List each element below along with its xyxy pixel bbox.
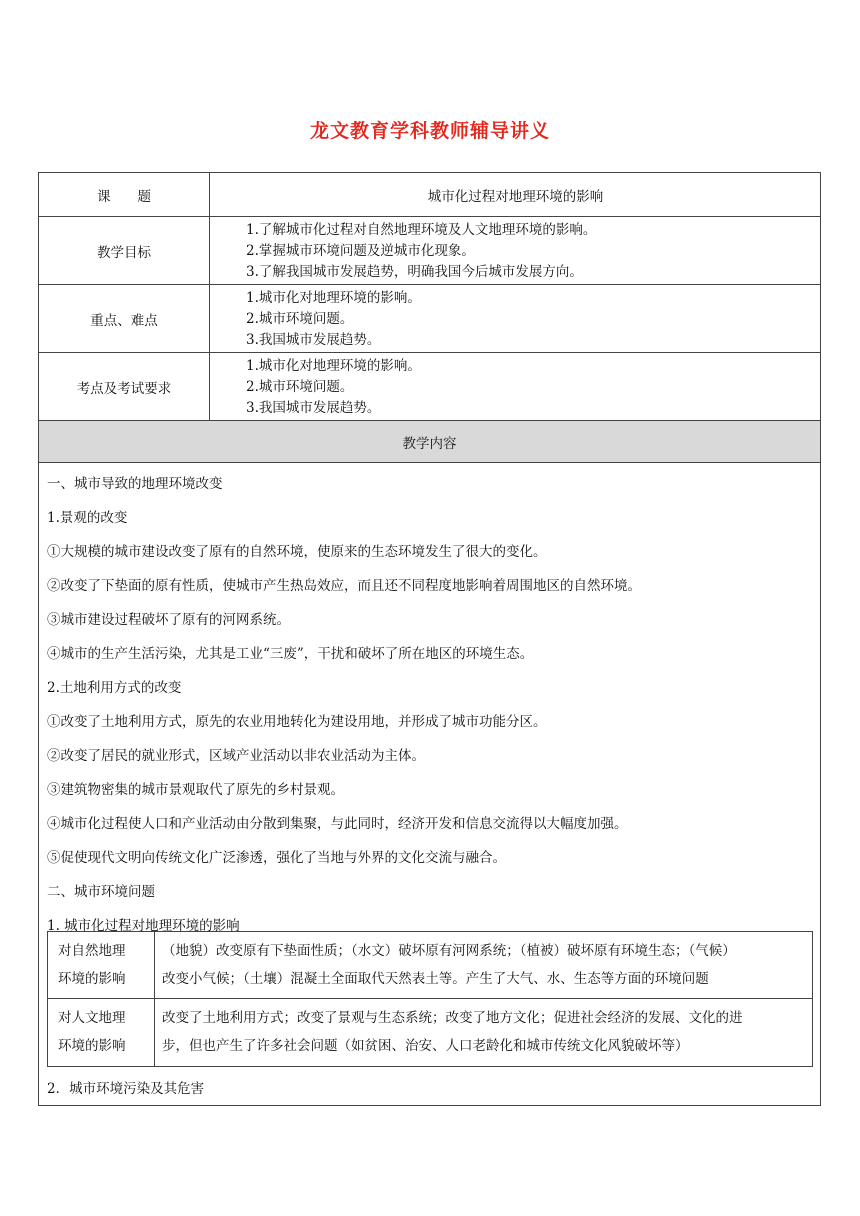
topic-label: 课 题 (39, 173, 210, 216)
paragraph: ①改变了土地利用方式，原先的农业用地转化为建设用地，并形成了城市功能分区。 (47, 714, 547, 730)
objective-item: 3.了解我国城市发展趋势，明确我国今后城市发展方向。 (246, 264, 583, 280)
row-key-points (39, 285, 820, 353)
paragraph: ⑤促使现代文明向传统文化广泛渗透，强化了当地与外界的文化交流与融合。 (47, 850, 506, 866)
objective-item: 2.掌握城市环境问题及逆城市化现象。 (246, 243, 475, 259)
paragraph: ②改变了下垫面的原有性质，使城市产生热岛效应，而且还不同程度地影响着周围地区的自然环境。 (47, 578, 641, 594)
section-band: 教学内容 (39, 421, 820, 463)
key-points-label: 重点、难点 (39, 285, 210, 352)
paragraph: ④城市的生产生活污染，尤其是工业“三废”，干扰和破坏了所在地区的环境生态。 (47, 646, 534, 662)
impact-label-line: 对人文地理 (58, 1010, 126, 1026)
impact-label (48, 999, 155, 1066)
impact-label-line: 环境的影响 (58, 1038, 126, 1054)
impact-text (162, 932, 808, 993)
paragraph: ②改变了居民的就业形式，区域产业活动以非农业活动为主体。 (47, 748, 425, 764)
row-exam-points (39, 353, 820, 421)
objectives-label: 教学目标 (39, 217, 210, 284)
subsection-heading: 2．城市环境污染及其危害 (47, 1081, 205, 1097)
objectives-list (211, 217, 820, 284)
exam-point-item: 3.我国城市发展趋势。 (246, 400, 381, 416)
exam-points-label: 考点及考试要求 (39, 353, 210, 420)
key-point-item: 3.我国城市发展趋势。 (246, 332, 381, 348)
impact-row-human (48, 999, 812, 1066)
impact-text-line: 改变小气候；（土壤）混凝土全面取代天然表土等。产生了大气、水、生态等方面的环境问题 (162, 971, 709, 987)
section-heading: 二、城市环境问题 (47, 884, 155, 900)
subsection-heading: 1. 城市化过程对地理环境的影响 (47, 918, 240, 934)
exam-point-item: 1.城市化对地理环境的影响。 (246, 358, 421, 374)
impact-text-line: 步，但也产生了许多社会问题（如贫困、治安、人口老龄化和城市传统文化风貌破坏等） (162, 1038, 689, 1054)
impact-text-line: 改变了土地利用方式；改变了景观与生态系统；改变了地方文化；促进社会经济的发展、文化的进 (162, 1010, 743, 1026)
impact-table (47, 931, 813, 1067)
impact-row-natural (48, 932, 812, 999)
objective-item: 1.了解城市化过程对自然地理环境及人文地理环境的影响。 (246, 222, 597, 238)
impact-label-line: 环境的影响 (58, 971, 126, 987)
row-topic (39, 173, 820, 217)
paragraph: ①大规模的城市建设改变了原有的自然环境，使原来的生态环境发生了很大的变化。 (47, 544, 547, 560)
exam-points-list (211, 353, 820, 420)
subsection-heading: 2.土地利用方式的改变 (47, 680, 182, 696)
impact-label (48, 932, 155, 998)
exam-point-item: 2.城市环境问题。 (246, 379, 354, 395)
key-point-item: 2.城市环境问题。 (246, 311, 354, 327)
document-title: 龙文教育学科教师辅导讲义 (309, 120, 550, 142)
lesson-table (38, 172, 821, 1106)
impact-text (162, 999, 808, 1060)
topic-value: 城市化过程对地理环境的影响 (427, 188, 604, 205)
paragraph: ③建筑物密集的城市景观取代了原先的乡村景观。 (47, 782, 344, 798)
paragraph: ③城市建设过程破坏了原有的河网系统。 (47, 612, 290, 628)
subsection-heading: 1.景观的改变 (47, 510, 128, 526)
row-objectives (39, 217, 820, 285)
impact-label-line: 对自然地理 (58, 943, 126, 959)
section-heading: 一、城市导致的地理环境改变 (47, 476, 223, 492)
impact-text-line: （地貌）改变原有下垫面性质；（水文）破坏原有河网系统；（植被）破坏原有环境生态；（气候） (162, 943, 736, 959)
paragraph: ④城市化过程使人口和产业活动由分散到集聚，与此同时，经济开发和信息交流得以大幅度加强。 (47, 816, 628, 832)
key-point-item: 1.城市化对地理环境的影响。 (246, 290, 421, 306)
key-points-list (211, 285, 820, 352)
